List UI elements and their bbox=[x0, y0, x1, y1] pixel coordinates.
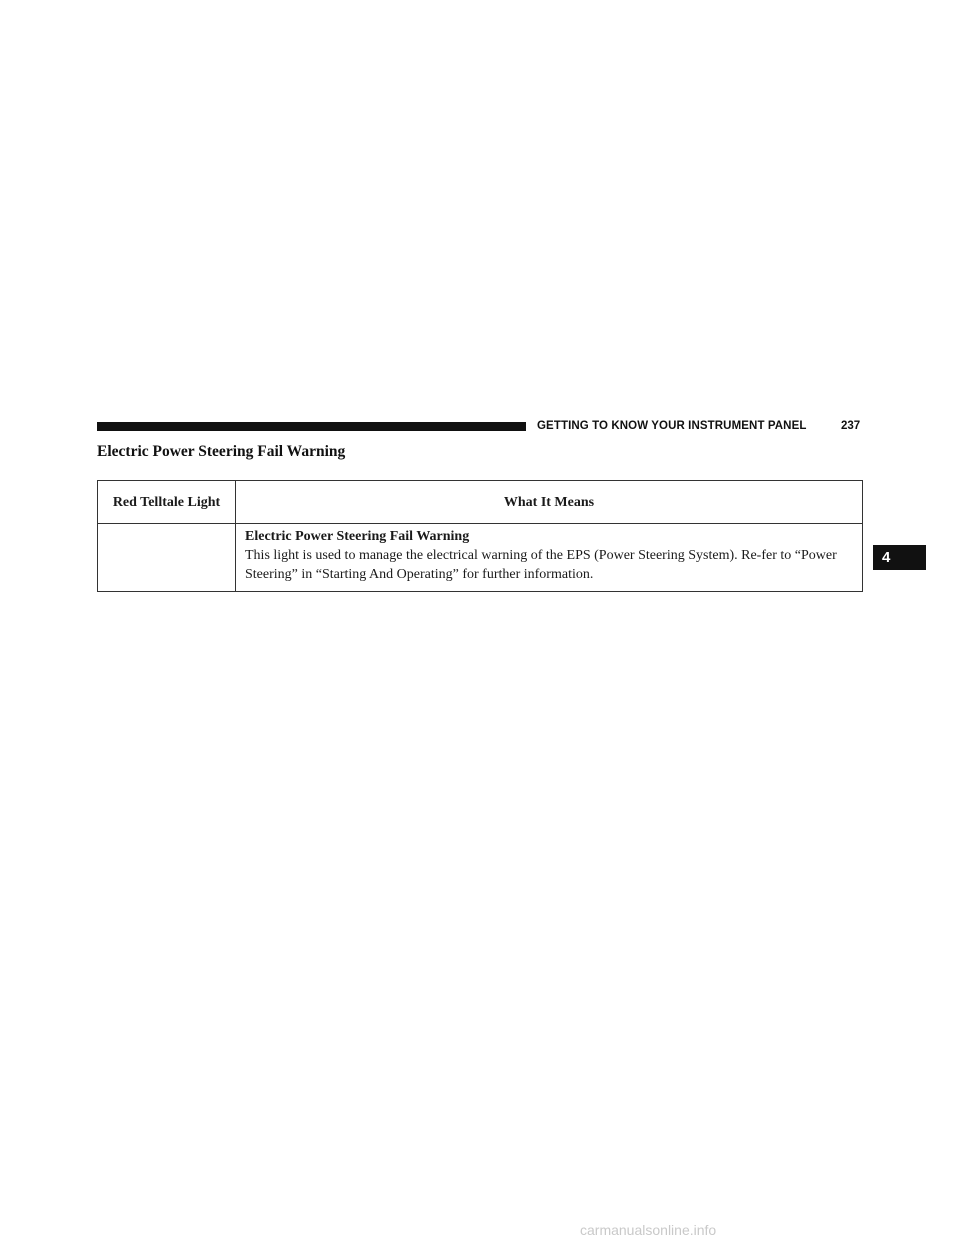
telltale-light-cell bbox=[98, 524, 236, 592]
meaning-cell bbox=[236, 524, 863, 592]
row-description: This light is used to manage the electrical warning of the EPS (Power Steering System). Re-fer to “Power Steering” in “Starting And Operating” for further information. bbox=[245, 548, 837, 582]
chapter-tab: 4 bbox=[873, 545, 926, 570]
table-row bbox=[98, 524, 863, 592]
watermark: carmanualsonline.info bbox=[580, 1222, 717, 1238]
section-title: Electric Power Steering Fail Warning bbox=[97, 443, 346, 460]
table-header-row bbox=[98, 481, 863, 524]
page-number: 237 bbox=[841, 420, 861, 432]
row-heading: Electric Power Steering Fail Warning bbox=[245, 529, 470, 544]
telltale-table bbox=[97, 480, 863, 592]
column-header-light: Red Telltale Light bbox=[98, 481, 236, 524]
column-header-meaning: What It Means bbox=[236, 481, 863, 524]
header-rule bbox=[97, 422, 526, 431]
running-header-title: GETTING TO KNOW YOUR INSTRUMENT PANEL bbox=[537, 420, 807, 432]
